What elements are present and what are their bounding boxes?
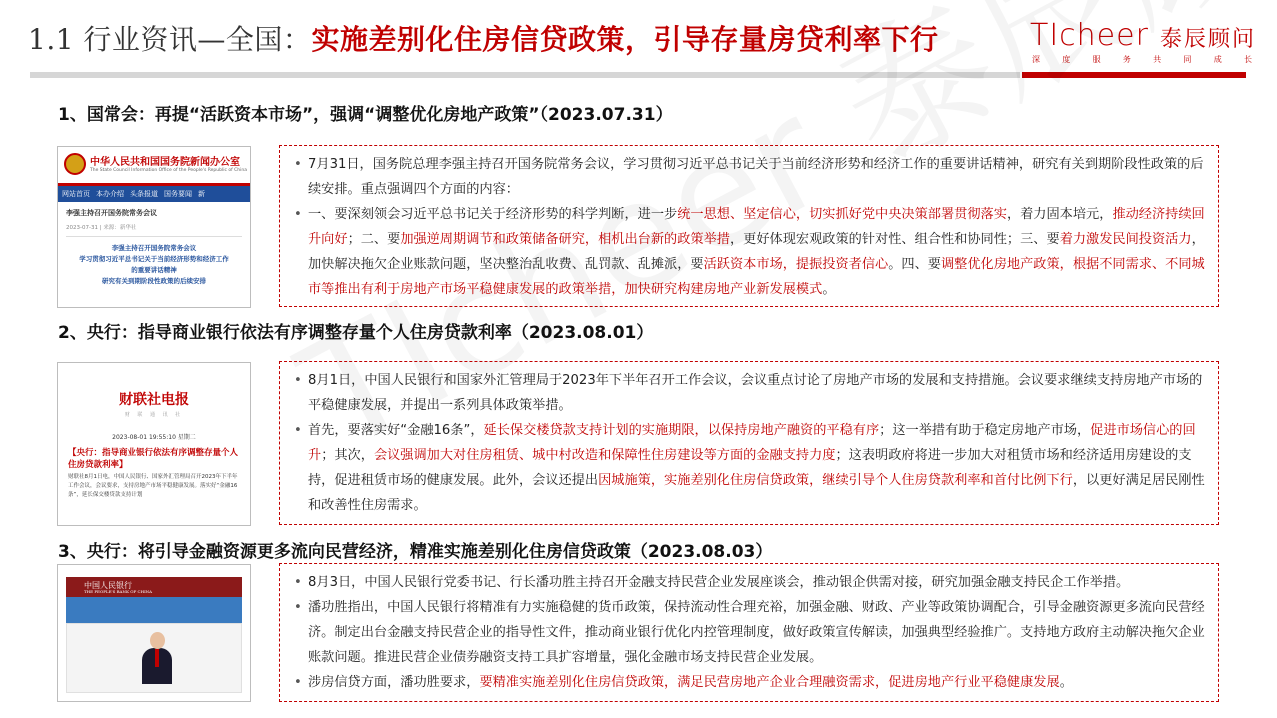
highlight-text: 促进市场信心的回升 (308, 423, 1196, 463)
body-text: 7月31日，国务院总理李强主持召开国务院常务会议，学习贯彻习近平总书记关于当前经济形势和经济工作的重要讲话精神，研究有关到期阶段性政策的后续安排。重点强调四个方面的内容： (308, 157, 1204, 197)
logo-slogan-char: 同 (1183, 55, 1192, 64)
section-text-3 (279, 563, 1219, 702)
logo-slogan-char: 共 (1153, 55, 1162, 64)
bullet-paragraph (294, 570, 1208, 595)
pbc-site-name: 中国人民银行 (84, 581, 132, 590)
section-heading-2: 2、央行：指导商业银行依法有序调整存量个人住房贷款利率（2023.08.01） (58, 323, 654, 343)
section-heading-3: 3、央行：将引导金融资源更多流向民营经济，精准实施差别化住房信贷政策（2023.08.03） (58, 542, 773, 562)
pbc-photo (66, 623, 242, 693)
pbc-site-english: THE PEOPLE'S BANK OF CHINA (84, 589, 153, 594)
slide-header (0, 0, 1277, 86)
gov-nav-item: 国务要闻 (164, 190, 192, 198)
body-text: ，着力固本培元， (1006, 207, 1113, 222)
bullet-paragraph (294, 670, 1208, 695)
highlight-text: 因城施策，实施差别化住房信贷政策，继续引导个人住房贷款利率和首付比例下行 (598, 473, 1073, 488)
highlight-text: 调整优化房地产政策，根据不同需求、不同城市等推出有利于房地产市场平稳健康发展的政策举措，加快研究构建房地产业新发展模式 (308, 257, 1205, 297)
body-text: 首先，要落实好“金融16条”， (308, 423, 484, 438)
body-text: 。四、要 (888, 257, 941, 272)
title-highlight: 实施差别化住房信贷政策，引导存量房贷利率下行 (311, 23, 939, 56)
gov-article-line: 李强主持召开国务院常务会议 (111, 244, 197, 252)
gov-article-line: 研究有关到期阶段性政策的后续安排 (102, 277, 206, 285)
highlight-text: 会议强调加大对住房租赁、城中村改造和保障性住房建设等方面的金融支持力度 (373, 448, 836, 463)
logo-slogan (1032, 54, 1252, 65)
body-text: 涉房信贷方面，潘功胜要求， (308, 675, 480, 690)
bullet-paragraph (294, 368, 1208, 418)
gov-article-title: 李强主持召开国务院常务会议 (66, 209, 157, 217)
cls-logo-sub: 财 联 通 讯 社 (124, 412, 184, 418)
body-text: 。 (822, 282, 836, 297)
gov-nav-item: 新 (198, 190, 205, 198)
pbc-nav-bar (66, 597, 242, 623)
body-text: 8月1日，中国人民银行和国家外汇管理局于2023年下半年召开工作会议，会议重点讨论了房地产市场的发展和支持措施。会议要求继续支持房地产市场的平稳健康发展，并提出一系列具体政策举措。 (308, 373, 1203, 413)
logo-slogan-char: 度 (1062, 55, 1071, 64)
bullet-paragraph (294, 418, 1208, 518)
national-emblem-icon (64, 153, 86, 175)
highlight-text: 统一思想、坚定信心，切实抓好党中央决策部署贯彻落实 (677, 207, 1007, 222)
gov-article-line: 的重要讲话精神 (131, 266, 177, 274)
gov-nav-item: 本办介绍 (96, 190, 124, 198)
body-text: ；这表明政府将进一步加大对租赁市场和经济适用房建设的支持，促进租赁市场的健康发展。此外，会议还提出 (308, 448, 1192, 488)
section-heading-1: 1、国常会：再提“活跃资本市场”，强调“调整优化房地产政策”（2023.07.31） (58, 105, 673, 125)
gov-banner (58, 147, 250, 186)
logo-slogan-char: 长 (1243, 55, 1252, 64)
body-text: ，更好体现宏观政策的针对性、组合性和协同性；三、要 (730, 232, 1060, 247)
cls-date: 2023-08-01 19:55:10 星期二 (112, 434, 196, 441)
highlight-text: 延长保交楼贷款支持计划的实施期限，以保持房地产融资的平稳有序 (483, 423, 880, 438)
thumbnail-gov-news (57, 146, 251, 308)
thumbnail-pbc (57, 564, 251, 702)
logo-slogan-char: 深 (1032, 55, 1040, 64)
cls-headline: 【央行：指导商业银行依法有序调整存量个人住房贷款利率】 (68, 448, 239, 470)
gov-nav-item: 网站首页 (62, 190, 90, 198)
bullet-paragraph (294, 595, 1208, 670)
highlight-text: 活跃资本市场，提振投资者信心 (703, 257, 889, 272)
body-text: 8月3日，中国人民银行党委书记、行长潘功胜主持召开金融支持民营企业发展座谈会，推动银企供需对接，研究加强金融支持民企工作举措。 (308, 575, 1130, 590)
gov-article-line: 学习贯彻习近平总书记关于当前经济形势和经济工作 (79, 255, 229, 263)
cls-body: 财联社8月1日电，中国人民银行、国家外汇管理局召开2023年下半年工作会议，会议要求，支持房地产市场平稳健康发展。落实好“金融16条”，延长保交楼贷款支持计划 (68, 474, 238, 498)
person-photo-icon (142, 632, 172, 684)
body-text: 。 (1059, 675, 1073, 690)
gov-article (58, 202, 250, 291)
gov-site-english: The State Council Information Office of the People's Republic of China (90, 168, 248, 173)
highlight-text: 要精准实施差别化住房信贷政策，满足民营房地产企业合理融资需求，促进房地产行业平稳健康发展 (479, 675, 1060, 690)
highlight-text: 推动经济持续回升向好 (308, 207, 1205, 247)
page-title (28, 18, 938, 58)
section-text-1 (279, 145, 1219, 307)
logo-slogan-char: 成 (1213, 55, 1222, 64)
title-rule-red (1022, 72, 1246, 78)
gov-site-name: 中华人民共和国国务院新闻办公室 (90, 157, 240, 168)
body-text: ；二、要 (347, 232, 401, 247)
title-prefix: 1.1 行业资讯—全国： (28, 23, 312, 56)
body-text: ；其次， (321, 448, 374, 463)
logo-slogan-char: 服 (1092, 55, 1101, 64)
thumbnail-cls-telegraph (57, 362, 251, 526)
bullet-paragraph (294, 152, 1208, 202)
bullet-paragraph (294, 202, 1208, 302)
body-text: 潘功胜指出，中国人民银行将精准有力实施稳健的货币政策，保持流动性合理充裕，加强金融、财政、产业等政策协调配合，引导金融资源更多流向民营经济。制定出台金融支持民营企业的指导性文件，推动商业银行优化内控管理制度，做好政策宣传解读，加强典型经验推广。支持地方政府主动解决拖欠企业账款问题。推进民营企业债券融资支持工具扩容增量，强化金融市场支持民营企业发展。 (308, 600, 1205, 665)
logo-chinese: 泰辰顾问 (1160, 27, 1257, 52)
cls-logo: 财联社电报 (119, 392, 189, 408)
section-text-2 (279, 361, 1219, 525)
logo-english: TIcheer (1030, 18, 1149, 53)
body-text: ，以更好满足居民刚性和改善性住房需求。 (308, 473, 1205, 513)
gov-nav-item: 头条报道 (130, 190, 158, 198)
company-logo (1030, 18, 1260, 68)
highlight-text: 着力激发民间投资活力 (1059, 232, 1192, 247)
body-text: ，加快解决拖欠企业账款问题，坚决整治乱收费、乱罚款、乱摊派，要 (308, 232, 1205, 272)
gov-article-meta: 2023-07-31 | 来源：新华社 (66, 223, 242, 237)
highlight-text: 加强逆周期调节和政策储备研究，相机出台新的政策举措 (400, 232, 730, 247)
gov-nav-bar (58, 186, 250, 202)
title-rule-grey (30, 72, 1020, 78)
body-text: ；这一举措有助于稳定房地产市场， (879, 423, 1091, 438)
pbc-banner (66, 577, 242, 597)
body-text: 一、要深刻领会习近平总书记关于经济形势的科学判断，进一步 (308, 207, 678, 222)
logo-slogan-char: 务 (1122, 55, 1131, 64)
